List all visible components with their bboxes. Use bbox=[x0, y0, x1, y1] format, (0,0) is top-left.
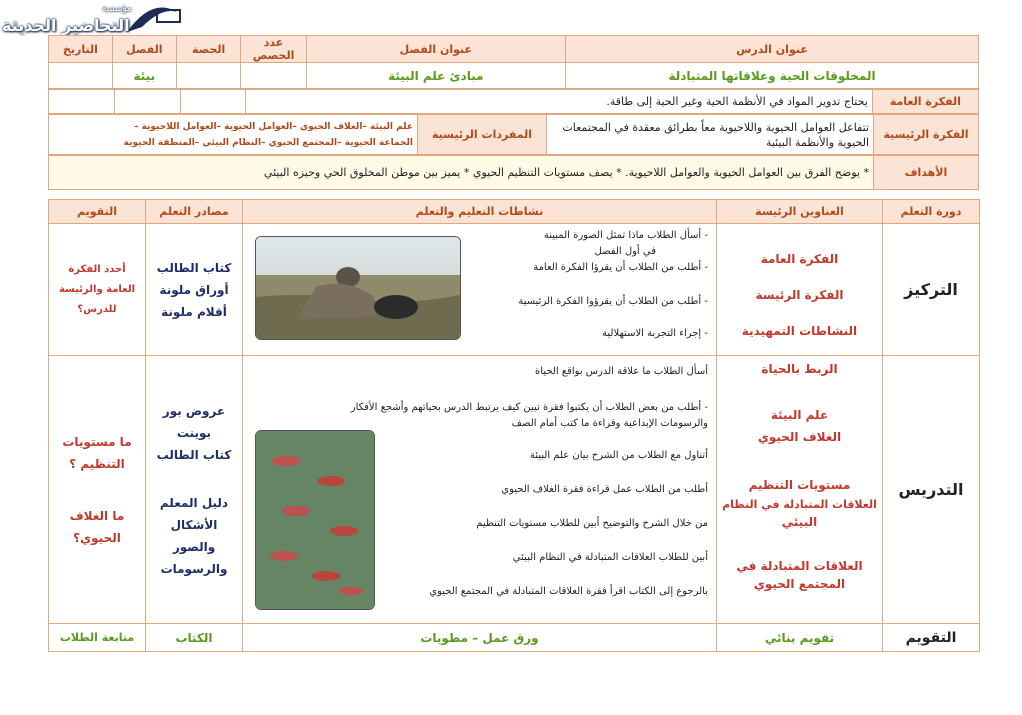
activity-item: - أطلب من بعض الطلاب أن يكتبوا فقرة تبين كيف يرتبط الدرس بحياتهم وأشجع الأفكار bbox=[350, 402, 708, 413]
evaluation-item: العامة والرئيسة bbox=[58, 283, 135, 295]
ideas-table bbox=[48, 89, 979, 114]
source-item: بوينت bbox=[176, 425, 212, 440]
evaluation-item: الحيوي؟ bbox=[73, 530, 121, 545]
teach-heading: العلاقات المتبادلة في bbox=[736, 559, 863, 573]
source-item: أقلام ملونة bbox=[161, 304, 227, 319]
general-idea-empty-3 bbox=[49, 90, 115, 114]
evaluation-item: أحدد الفكرة bbox=[68, 263, 126, 275]
teach-activities bbox=[243, 356, 717, 624]
vocab-line-2: الجماعة الحيوية –المجتمع الحيوي –النظام البيئي –المنطقة الحيوية bbox=[123, 137, 413, 148]
source-item: كتاب الطالب bbox=[156, 260, 232, 275]
teach-evaluation bbox=[49, 356, 146, 624]
evaluation-item: ما الغلاف bbox=[69, 508, 125, 523]
date-value bbox=[49, 63, 113, 89]
source-item: دليل المعلم bbox=[159, 495, 229, 510]
activity-item: في أول الفصل bbox=[594, 246, 656, 257]
unit-title-label: عنوان الفصل bbox=[306, 36, 565, 63]
vocab-cell bbox=[49, 115, 418, 155]
activity-item: - أسأل الطلاب ماذا تمثل الصورة المبينة bbox=[543, 230, 708, 241]
source-item: عروض بور bbox=[162, 403, 226, 418]
teach-heading: البيئي bbox=[781, 515, 818, 529]
activity-item: - أطلب من الطلاب أن يقرؤا الفكرة العامة bbox=[533, 262, 708, 273]
general-idea-label: الفكرة العامة bbox=[872, 90, 978, 114]
activity-item: أبين للطلاب العلاقات المتبادلة في النظام البيئي bbox=[512, 552, 708, 563]
lesson-title-label: عنوان الدرس bbox=[566, 36, 979, 63]
class-value: بيئة bbox=[112, 63, 176, 89]
main-idea-table bbox=[48, 114, 979, 155]
teach-headings bbox=[717, 356, 883, 624]
teach-heading: المجتمع الحيوي bbox=[753, 577, 846, 591]
activity-item: بالرجوع إلى الكتاب اقرأ فقرة العلاقات المتبادلة في المجتمع الحيوي bbox=[429, 586, 708, 597]
source-item: والرسومات bbox=[160, 561, 228, 576]
logo-name: التحاضير الحديثة bbox=[2, 16, 130, 35]
source-item: كتاب الطالب bbox=[156, 447, 232, 462]
evaluation-item: ما مستويات bbox=[62, 434, 132, 449]
learning-cycle-table bbox=[48, 199, 980, 652]
class-label: الفصل bbox=[112, 36, 176, 63]
periods-label: عدد الحصص bbox=[241, 36, 306, 63]
stage-assess: التقويم bbox=[883, 624, 980, 652]
photo-salmon bbox=[255, 430, 375, 610]
photo-researcher bbox=[255, 236, 461, 340]
teach-heading: علم البيئة bbox=[770, 408, 829, 422]
teach-heading: مستويات التنظيم bbox=[748, 478, 851, 492]
focus-heading: الفكرة العامة bbox=[760, 251, 839, 266]
activity-item: أتناول مع الطلاب من الشرح بيان علم البيئة bbox=[529, 450, 708, 461]
objectives-label: الأهداف bbox=[874, 156, 979, 190]
periods-value bbox=[241, 63, 306, 89]
objectives: * يوضح الفرق بين العوامل الحيوية والعوامل اللاحيوية. * يصف مستويات التنظيم الحيوي * يميز بين موطن المخلوق الحي وحيزه البيئي bbox=[49, 156, 874, 190]
evaluation-item: التنظيم ؟ bbox=[69, 456, 125, 471]
vocab-line-1: علم البيئة –الغلاف الحيوي –العوامل الحيوية –العوامل اللاحيوية – bbox=[133, 121, 413, 132]
main-idea-label: الفكرة الرئيسية bbox=[874, 115, 979, 155]
logo-subtitle: مؤسسة bbox=[102, 4, 132, 14]
general-idea-empty-2 bbox=[114, 90, 180, 114]
vocab-label: المفردات الرئيسية bbox=[418, 115, 547, 155]
teach-heading: العلاقات المتبادلة في النظام bbox=[722, 498, 877, 511]
activity-item: والرسومات الإبداعية وقراءة ما كتب أمام الصف bbox=[511, 418, 708, 429]
col-cycle: دورة التعلم bbox=[883, 200, 980, 224]
activity-item: أطلب من الطلاب عمل قراءة فقرة الغلاف الحيوي bbox=[501, 484, 708, 495]
unit-title: مبادئ علم البيئة bbox=[306, 63, 565, 89]
activity-item: أسأل الطلاب ما علاقة الدرس بواقع الحياة bbox=[535, 366, 708, 377]
period-label: الحصة bbox=[176, 36, 241, 63]
focus-activities bbox=[243, 224, 717, 356]
focus-sources bbox=[146, 224, 243, 356]
focus-heading: النشاطات التمهيدية bbox=[741, 323, 858, 338]
col-headings: العناوين الرئيسة bbox=[717, 200, 883, 224]
assess-activity: ورق عمل – مطويات bbox=[243, 624, 717, 652]
assess-heading: تقويم بنائي bbox=[717, 624, 883, 652]
general-idea-empty bbox=[180, 90, 246, 114]
teach-sources bbox=[146, 356, 243, 624]
col-evaluation: التقويم bbox=[49, 200, 146, 224]
source-item: أوراق ملونة bbox=[159, 282, 229, 297]
evaluation-item: للدرس؟ bbox=[77, 303, 117, 315]
assess-source: الكتاب bbox=[146, 624, 243, 652]
general-idea: يحتاج تدوير المواد في الأنظمة الحية وغير الحية إلى طاقة. bbox=[246, 90, 872, 114]
stage-focus: التركيز bbox=[883, 224, 980, 356]
lesson-title: المخلوقات الحية وعلاقاتها المتبادلة bbox=[566, 63, 979, 89]
teach-heading: الربط بالحياة bbox=[761, 362, 838, 376]
activity-item: من خلال الشرح والتوضيح أبين للطلاب مستويات التنظيم bbox=[476, 518, 708, 529]
main-idea: تتفاعل العوامل الحيوية واللاحيوية معاً بطرائق معقدة في المجتمعات الحيوية والأنظمة البيئية bbox=[547, 115, 874, 155]
activity-item: - إجراء التجربة الاستهلالية bbox=[602, 328, 708, 339]
focus-evaluation bbox=[49, 224, 146, 356]
focus-heading: الفكرة الرئيسة bbox=[755, 287, 844, 302]
period-value bbox=[176, 63, 241, 89]
source-item: الأشكال والصور bbox=[170, 517, 218, 554]
col-activities: نشاطات التعليم والتعلم bbox=[243, 200, 717, 224]
activity-item: - أطلب من الطلاب أن يقرؤوا الفكرة الرئيسية bbox=[518, 296, 708, 307]
assess-evaluation: متابعة الطلاب bbox=[49, 624, 146, 652]
date-label: التاريخ bbox=[49, 36, 113, 63]
teach-heading: الغلاف الحيوي bbox=[757, 430, 842, 444]
stage-teach: التدريس bbox=[883, 356, 980, 624]
focus-headings bbox=[717, 224, 883, 356]
lesson-info-table bbox=[48, 35, 979, 89]
col-sources: مصادر التعلم bbox=[146, 200, 243, 224]
objectives-table bbox=[48, 155, 979, 190]
